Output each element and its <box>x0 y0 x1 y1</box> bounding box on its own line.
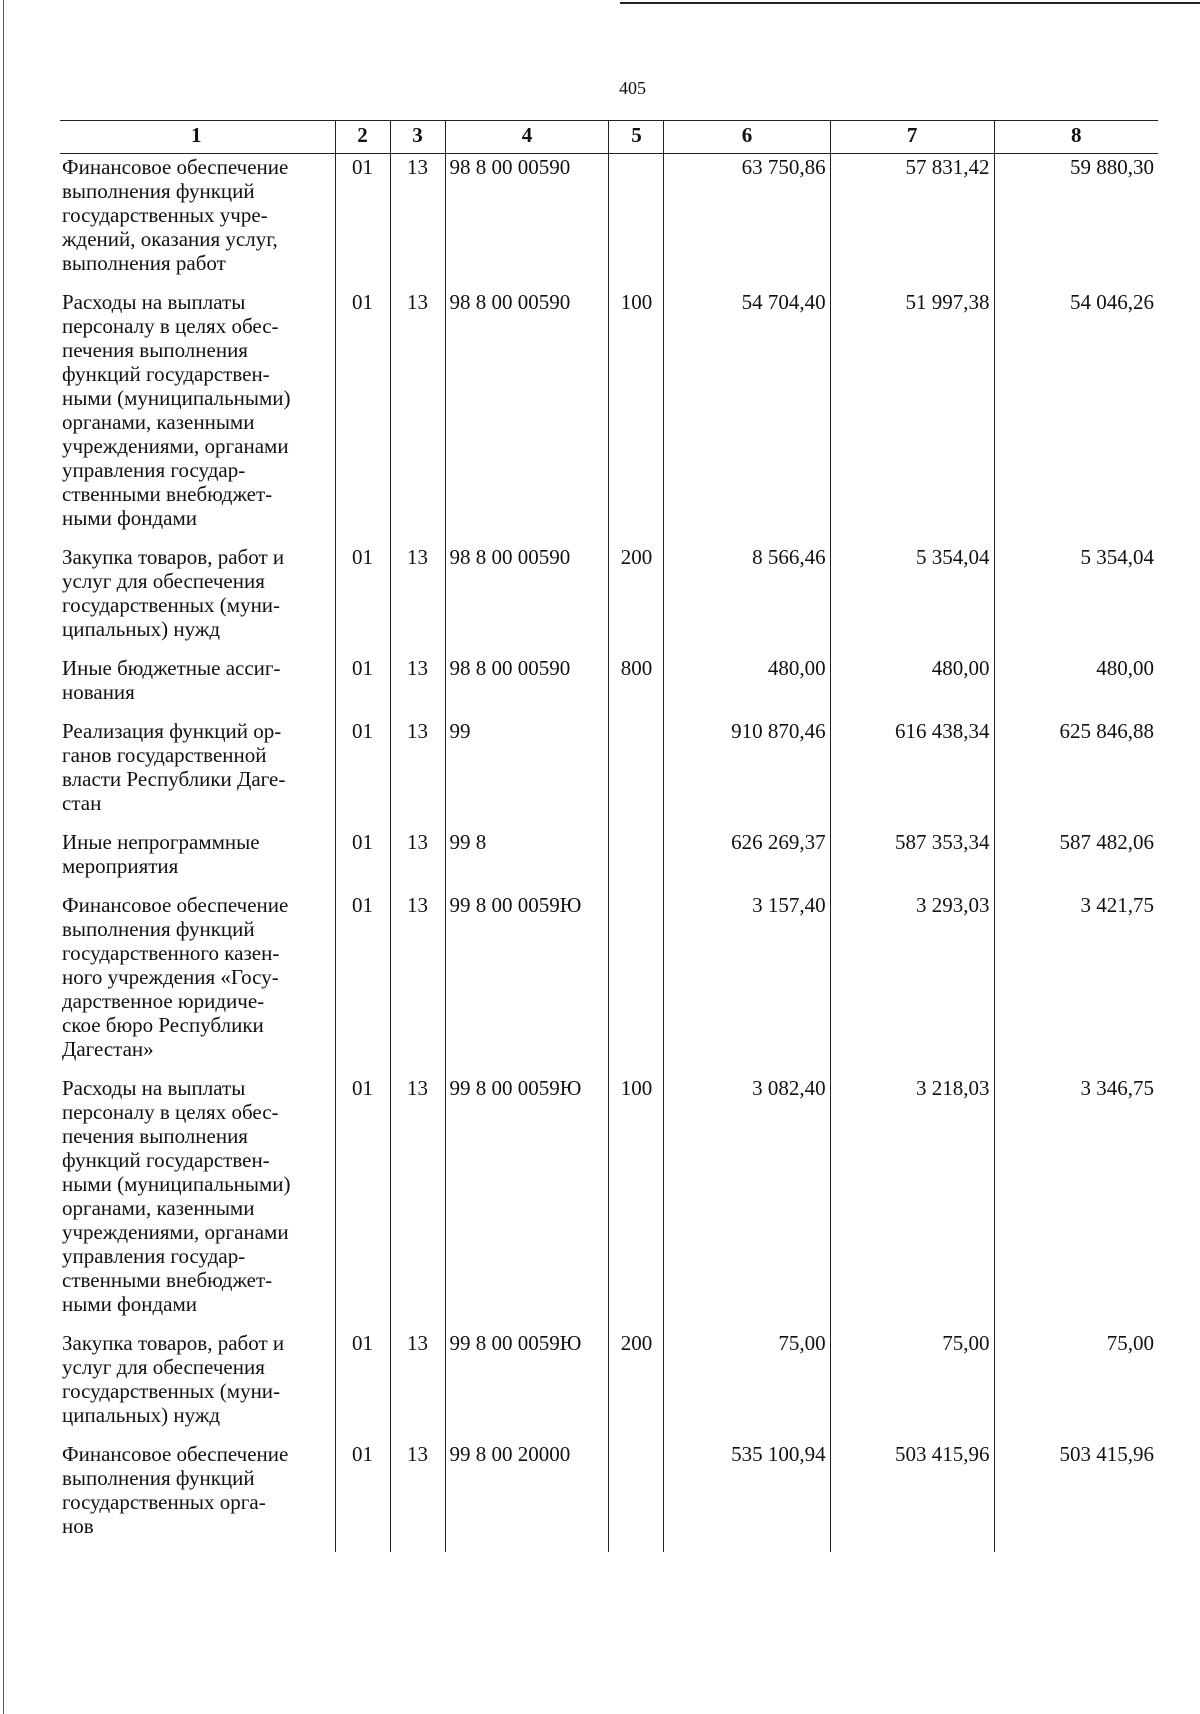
budget-table <box>60 120 1158 1552</box>
table-header-row <box>60 121 1158 154</box>
cell-razdel: 01 <box>335 154 390 290</box>
cell-item-name <box>60 1441 335 1552</box>
item-name-line: Расходы на выплаты <box>62 290 246 314</box>
cell-amount-col6: 626 269,37 <box>664 829 830 892</box>
item-name-line: ственными внебюджет- <box>62 1268 273 1292</box>
item-name-line: персоналу в целях обес- <box>62 1100 279 1124</box>
table-row <box>60 655 1158 718</box>
item-name-line: функций государствен- <box>62 362 270 386</box>
scan-left-edge <box>3 0 4 1714</box>
item-name-line: выполнения функций <box>62 179 255 203</box>
cell-amount-col7: 51 997,38 <box>830 289 994 544</box>
table-body <box>60 154 1158 1553</box>
cell-expense-type <box>609 892 664 1075</box>
cell-amount-col7: 5 354,04 <box>830 544 994 655</box>
cell-target-article: 98 8 00 00590 <box>445 544 609 655</box>
cell-podrazdel: 13 <box>390 544 445 655</box>
item-name-line: органами, казенными <box>62 410 255 434</box>
item-name-line: государственных (муни- <box>62 593 281 617</box>
cell-amount-col7: 587 353,34 <box>830 829 994 892</box>
item-name-line: ными (муниципальными) <box>62 1172 291 1196</box>
cell-podrazdel: 13 <box>390 154 445 290</box>
item-name-line: ными фондами <box>62 1292 198 1316</box>
item-name-line: Финансовое обеспечение <box>62 893 289 917</box>
cell-podrazdel: 13 <box>390 1441 445 1552</box>
item-name-line: Закупка товаров, работ и <box>62 1331 285 1355</box>
cell-razdel: 01 <box>335 1441 390 1552</box>
cell-target-article: 99 <box>445 718 609 829</box>
cell-amount-col7: 75,00 <box>830 1330 994 1441</box>
item-name-line: ское бюро Республики <box>62 1013 264 1037</box>
cell-podrazdel: 13 <box>390 718 445 829</box>
cell-amount-col7: 503 415,96 <box>830 1441 994 1552</box>
cell-item-name <box>60 892 335 1075</box>
cell-expense-type <box>609 1441 664 1552</box>
cell-podrazdel: 13 <box>390 1075 445 1330</box>
item-name-line: управления государ- <box>62 458 246 482</box>
table-row <box>60 718 1158 829</box>
cell-razdel: 01 <box>335 655 390 718</box>
item-name-line: ждений, оказания услуг, <box>62 227 278 251</box>
cell-amount-col8: 54 046,26 <box>994 289 1158 544</box>
cell-razdel: 01 <box>335 892 390 1075</box>
header-col-1: 1 <box>60 121 335 154</box>
cell-item-name <box>60 1330 335 1441</box>
cell-expense-type <box>609 718 664 829</box>
cell-amount-col6: 8 566,46 <box>664 544 830 655</box>
cell-amount-col8: 625 846,88 <box>994 718 1158 829</box>
cell-expense-type: 200 <box>609 1330 664 1441</box>
cell-razdel: 01 <box>335 289 390 544</box>
item-name-line: Расходы на выплаты <box>62 1076 246 1100</box>
cell-target-article: 99 8 00 0059Ю <box>445 1075 609 1330</box>
item-name-line: ного учреждения «Госу- <box>62 965 279 989</box>
cell-amount-col8: 75,00 <box>994 1330 1158 1441</box>
table-row <box>60 1075 1158 1330</box>
cell-razdel: 01 <box>335 829 390 892</box>
item-name-line: управления государ- <box>62 1244 246 1268</box>
header-col-6: 6 <box>664 121 830 154</box>
item-name-line: ными фондами <box>62 506 198 530</box>
item-name-line: выполнения работ <box>62 251 226 275</box>
cell-expense-type: 100 <box>609 289 664 544</box>
cell-amount-col6: 910 870,46 <box>664 718 830 829</box>
item-name-line: нования <box>62 680 135 704</box>
cell-expense-type <box>609 829 664 892</box>
scan-top-rule <box>620 2 1200 4</box>
item-name-line: персоналу в целях обес- <box>62 314 279 338</box>
cell-item-name <box>60 718 335 829</box>
cell-razdel: 01 <box>335 1075 390 1330</box>
cell-target-article: 99 8 00 0059Ю <box>445 1330 609 1441</box>
cell-amount-col7: 3 218,03 <box>830 1075 994 1330</box>
item-name-line: государственных учре- <box>62 203 268 227</box>
item-name-line: ципальных) нужд <box>62 1403 221 1427</box>
cell-amount-col8: 5 354,04 <box>994 544 1158 655</box>
item-name-line: власти Республики Даге- <box>62 767 286 791</box>
cell-amount-col6: 54 704,40 <box>664 289 830 544</box>
item-name-line: печения выполнения <box>62 1124 248 1148</box>
header-col-8: 8 <box>994 121 1158 154</box>
header-col-2: 2 <box>335 121 390 154</box>
cell-expense-type: 100 <box>609 1075 664 1330</box>
table-row <box>60 892 1158 1075</box>
cell-podrazdel: 13 <box>390 655 445 718</box>
item-name-line: ственными внебюджет- <box>62 482 273 506</box>
cell-target-article: 98 8 00 00590 <box>445 655 609 718</box>
item-name-line: услуг для обеспечения <box>62 569 265 593</box>
cell-item-name <box>60 1075 335 1330</box>
cell-amount-col7: 57 831,42 <box>830 154 994 290</box>
cell-target-article: 99 8 00 20000 <box>445 1441 609 1552</box>
cell-podrazdel: 13 <box>390 1330 445 1441</box>
cell-target-article: 98 8 00 00590 <box>445 154 609 290</box>
cell-amount-col6: 480,00 <box>664 655 830 718</box>
cell-amount-col8: 3 421,75 <box>994 892 1158 1075</box>
cell-amount-col7: 480,00 <box>830 655 994 718</box>
item-name-line: Реализация функций ор- <box>62 719 282 743</box>
item-name-line: Иные бюджетные ассиг- <box>62 656 281 680</box>
cell-amount-col8: 59 880,30 <box>994 154 1158 290</box>
cell-target-article: 99 8 <box>445 829 609 892</box>
header-col-5: 5 <box>609 121 664 154</box>
cell-item-name <box>60 655 335 718</box>
cell-razdel: 01 <box>335 718 390 829</box>
cell-item-name <box>60 544 335 655</box>
header-col-7: 7 <box>830 121 994 154</box>
item-name-line: Иные непрограммные <box>62 830 260 854</box>
item-name-line: печения выполнения <box>62 338 248 362</box>
cell-amount-col8: 3 346,75 <box>994 1075 1158 1330</box>
item-name-line: функций государствен- <box>62 1148 270 1172</box>
item-name-line: Финансовое обеспечение <box>62 155 289 179</box>
cell-podrazdel: 13 <box>390 829 445 892</box>
item-name-line: ганов государственной <box>62 743 267 767</box>
cell-item-name <box>60 154 335 290</box>
item-name-line: ципальных) нужд <box>62 617 221 641</box>
item-name-line: выполнения функций <box>62 1466 255 1490</box>
cell-item-name <box>60 289 335 544</box>
item-name-line: Финансовое обеспечение <box>62 1442 289 1466</box>
table-row <box>60 829 1158 892</box>
item-name-line: государственных орга- <box>62 1490 266 1514</box>
item-name-line: Закупка товаров, работ и <box>62 545 285 569</box>
item-name-line: мероприятия <box>62 854 179 878</box>
header-col-3: 3 <box>390 121 445 154</box>
cell-item-name <box>60 829 335 892</box>
item-name-line: учреждениями, органами <box>62 434 289 458</box>
cell-amount-col6: 63 750,86 <box>664 154 830 290</box>
cell-amount-col6: 75,00 <box>664 1330 830 1441</box>
table-row <box>60 544 1158 655</box>
cell-razdel: 01 <box>335 544 390 655</box>
cell-amount-col8: 480,00 <box>994 655 1158 718</box>
table-row <box>60 154 1158 290</box>
header-col-4: 4 <box>445 121 609 154</box>
item-name-line: ными (муниципальными) <box>62 386 291 410</box>
cell-amount-col6: 535 100,94 <box>664 1441 830 1552</box>
item-name-line: органами, казенными <box>62 1196 255 1220</box>
item-name-line: Дагестан» <box>62 1037 154 1061</box>
cell-amount-col8: 587 482,06 <box>994 829 1158 892</box>
item-name-line: учреждениями, органами <box>62 1220 289 1244</box>
item-name-line: выполнения функций <box>62 917 255 941</box>
item-name-line: стан <box>62 791 102 815</box>
cell-podrazdel: 13 <box>390 892 445 1075</box>
cell-expense-type: 200 <box>609 544 664 655</box>
cell-amount-col7: 616 438,34 <box>830 718 994 829</box>
item-name-line: нов <box>62 1514 94 1538</box>
cell-podrazdel: 13 <box>390 289 445 544</box>
table-row <box>60 1441 1158 1552</box>
page-number: 405 <box>619 78 646 98</box>
item-name-line: государственных (муни- <box>62 1379 281 1403</box>
cell-amount-col7: 3 293,03 <box>830 892 994 1075</box>
cell-expense-type <box>609 154 664 290</box>
cell-expense-type: 800 <box>609 655 664 718</box>
table-row <box>60 289 1158 544</box>
cell-target-article: 99 8 00 0059Ю <box>445 892 609 1075</box>
cell-target-article: 98 8 00 00590 <box>445 289 609 544</box>
cell-amount-col8: 503 415,96 <box>994 1441 1158 1552</box>
cell-razdel: 01 <box>335 1330 390 1441</box>
cell-amount-col6: 3 157,40 <box>664 892 830 1075</box>
cell-amount-col6: 3 082,40 <box>664 1075 830 1330</box>
item-name-line: дарственное юридиче- <box>62 989 265 1013</box>
item-name-line: услуг для обеспечения <box>62 1355 265 1379</box>
table-row <box>60 1330 1158 1441</box>
item-name-line: государственного казен- <box>62 941 280 965</box>
